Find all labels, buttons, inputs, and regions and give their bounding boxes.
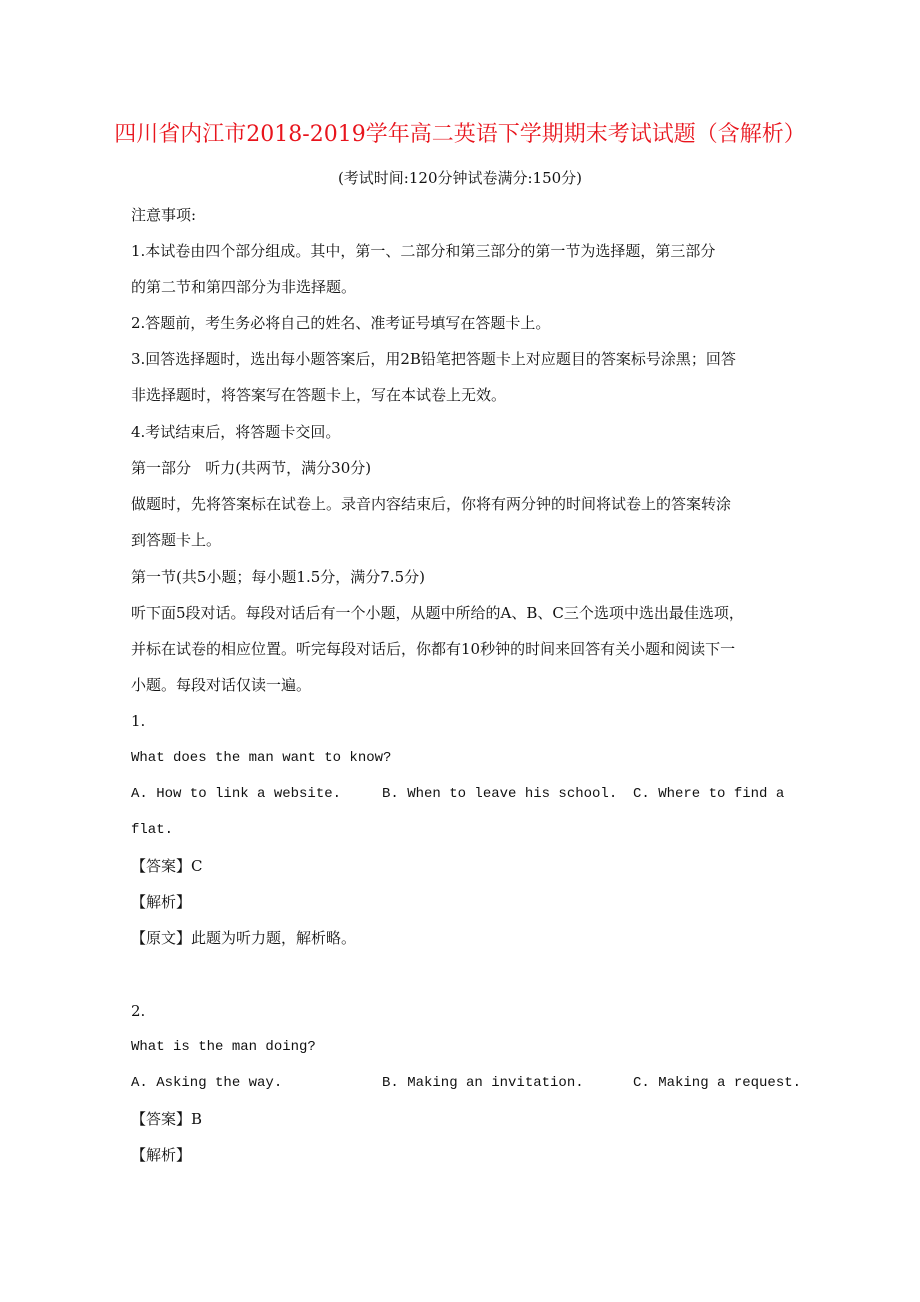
note-line: 1.本试卷由四个部分组成。其中，第一、二部分和第三部分的第一节为选择题，第三部分 <box>131 242 716 260</box>
document-title: 四川省内江市2018-2019学年高二英语下学期期末考试试题（含解析） <box>114 122 806 147</box>
section-heading: 第一节(共5小题；每小题1.5分，满分7.5分) <box>131 568 425 586</box>
question-number: 2. <box>131 1002 146 1020</box>
option-b: B. Making an invitation. <box>382 1075 584 1091</box>
note-line: 3.回答选择题时，选出每小题答案后，用2B铅笔把答题卡上对应题目的答案标号涂黑；回答 <box>131 350 736 368</box>
answer: 【答案】B <box>131 1110 203 1128</box>
option-c: C. Making a request. <box>633 1075 802 1091</box>
option-a: A. How to link a website. <box>131 786 342 802</box>
original-text: 【原文】此题为听力题，解析略。 <box>131 929 357 947</box>
option-c-continued: flat. <box>131 822 174 838</box>
analysis-label: 【解析】 <box>131 893 192 911</box>
note-line: 4.考试结束后，将答题卡交回。 <box>131 423 341 441</box>
exam-info: (考试时间:120分钟试卷满分:150分) <box>337 169 583 187</box>
instruction-line: 做题时，先将答案标在试卷上。录音内容结束后，你将有两分钟的时间将试卷上的答案转涂 <box>131 495 732 513</box>
note-line: 2.答题前，考生务必将自己的姓名、准考证号填写在答题卡上。 <box>131 314 551 332</box>
question-text: What is the man doing? <box>131 1039 316 1055</box>
notes-heading: 注意事项: <box>131 206 197 224</box>
question-text: What does the man want to know? <box>131 750 392 766</box>
part-heading: 第一部分 听力(共两节，满分30分) <box>131 459 372 477</box>
instruction-line: 听下面5段对话。每段对话后有一个小题，从题中所给的A、B、C三个选项中选出最佳选项， <box>131 604 744 622</box>
answer: 【答案】C <box>131 857 203 875</box>
note-line: 的第二节和第四部分为非选择题。 <box>131 278 357 296</box>
analysis-label: 【解析】 <box>131 1146 192 1164</box>
instruction-line: 小题。每段对话仅读一遍。 <box>131 676 312 694</box>
question-number: 1. <box>131 712 146 730</box>
option-c: C. Where to find a <box>633 786 785 802</box>
option-a: A. Asking the way. <box>131 1075 283 1091</box>
note-line: 非选择题时，将答案写在答题卡上，写在本试卷上无效。 <box>131 386 507 404</box>
option-b: B. When to leave his school. <box>382 786 618 802</box>
instruction-line: 到答题卡上。 <box>131 531 222 549</box>
instruction-line: 并标在试卷的相应位置。听完每段对话后，你都有10秒钟的时间来回答有关小题和阅读下一 <box>131 640 736 658</box>
